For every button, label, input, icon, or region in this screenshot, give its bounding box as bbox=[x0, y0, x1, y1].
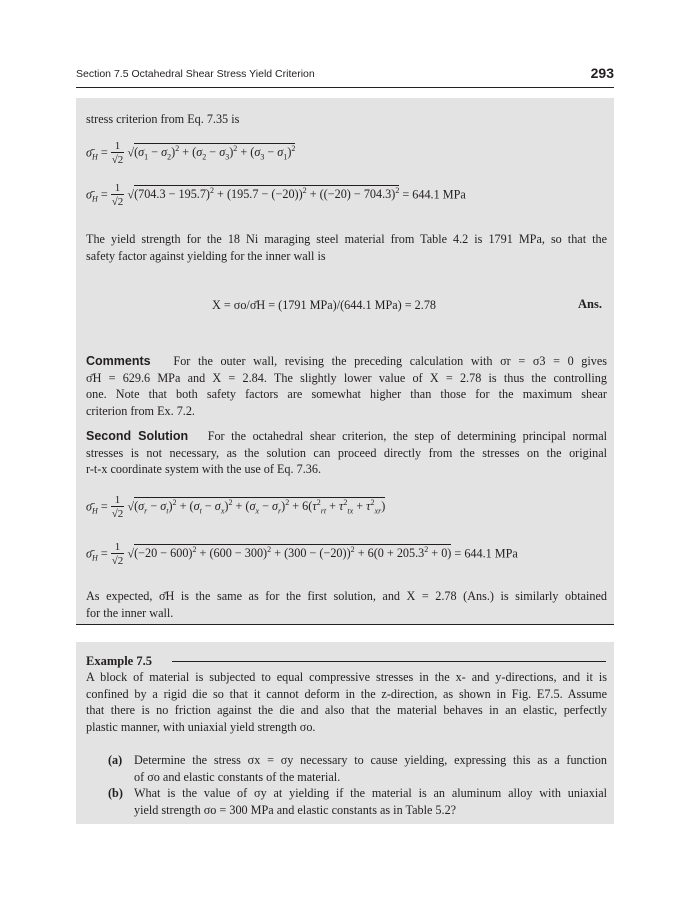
equation-octahedral-numeric: $\sigmā_H$ = $\frac{1}{√2}$ $√(704.3 - 195.7)^2 + (195.7 - (-20))^2 + ((-20) - 704.3)^2 = 644.1$ MPa bbox=[86, 182, 466, 208]
solution-intro: stress criterion from Eq. 7.35 is bbox=[86, 112, 240, 126]
conclusion-paragraph: As expected, σ̄H is the same as for the first solution, and X = 2.78 (Ans.) is similarly obtained for the inner wall. bbox=[86, 589, 607, 620]
example-title-rule bbox=[172, 661, 606, 662]
answer-label: Ans. bbox=[578, 297, 602, 311]
part-b-text: What is the value of σy at yielding if the material is an aluminum alloy with uniaxial yield strength σo = 300 MPa and elastic constants as in Table 5.2? bbox=[134, 786, 607, 817]
equation-rtx-numeric: $\sigmā_H$ = $\frac{1}{√2}$ $√(-20 - 600)^2 + (600 - 300)^2 + (300 - (-20))^2 + 6(0 + 205.3^2 + 0) = 644.1$ MPa bbox=[86, 541, 518, 567]
equation-octahedral-rtx: $\sigmā_H$ = $\frac{1}{√2}$ $√(\sigma_r - \sigma_t)^2 + (\sigma_t - \sigma_x)^2 + (\sigma_x - \sigma_r)^2 + 6(\tau^2_{rt} + \tau^2_{tx} + \tau^2_{xr})$ bbox=[86, 494, 386, 520]
equation-5-result: = 644.1 MPa bbox=[454, 546, 518, 561]
example-statement: A block of material is subjected to equal compressive stresses in the x- and y-directions, and it is confined by a rigid die so that it cannot deform in the z-direction, as shown in Fig. E7.5. Assume that there is no friction against the die and also that the material behaves in an elastic, perfectly plastic manner, with uniaxial yield strength σo. bbox=[86, 670, 607, 734]
section-title: Section 7.5 Octahedral Shear Stress Yield Criterion bbox=[76, 68, 315, 80]
comments-paragraph: Comments For the outer wall, revising the preceding calculation with σr = σ3 = 0 gives σ̄H = 629.6 MPa and X = 2.84. The slightly lower value of X = 2.78 is thus the controlling one. Note that both safety factors are somewhat higher than those for the maximum shear criterion from Ex. 7.2. bbox=[86, 354, 607, 418]
second-solution-paragraph: Second Solution For the octahedral shear criterion, the step of determining principal normal stresses is not necessary, as the solution can proceed directly from the stresses on the original r-t-x coordinate system with the use of Eq. 7.36. bbox=[86, 429, 608, 476]
equation-2-result: = 644.1 MPa bbox=[402, 187, 466, 202]
equation-octahedral-principal: $\sigmā_H$ = $\frac{1}{√2}$ $√(\sigma_1 - \sigma_2)^2 + (\sigma_2 - \sigma_3)^2 + (\sigma_3 - \sigma_1)^2$ bbox=[86, 140, 296, 166]
yield-strength-paragraph: The yield strength for the 18 Ni maraging steel material from Table 4.2 is 1791 MPa, so that the safety factor against yielding for the inner wall is bbox=[86, 232, 607, 263]
running-header bbox=[76, 66, 614, 86]
example-title: Example 7.5 bbox=[86, 654, 152, 668]
second-solution-label: Second Solution bbox=[86, 429, 189, 443]
part-b-label: (b) bbox=[108, 786, 123, 800]
header-rule bbox=[76, 87, 614, 88]
part-a-label: (a) bbox=[108, 753, 123, 767]
comments-label: Comments bbox=[86, 354, 151, 368]
part-a-text: Determine the stress σx = σy necessary to cause yielding, expressing this as a function of σo and elastic constants of the material. bbox=[134, 753, 607, 784]
page-number: 293 bbox=[590, 65, 614, 81]
safety-factor-equation: X = σo/σ̄H = (1791 MPa)/(644.1 MPa) = 2.78 bbox=[212, 298, 437, 312]
